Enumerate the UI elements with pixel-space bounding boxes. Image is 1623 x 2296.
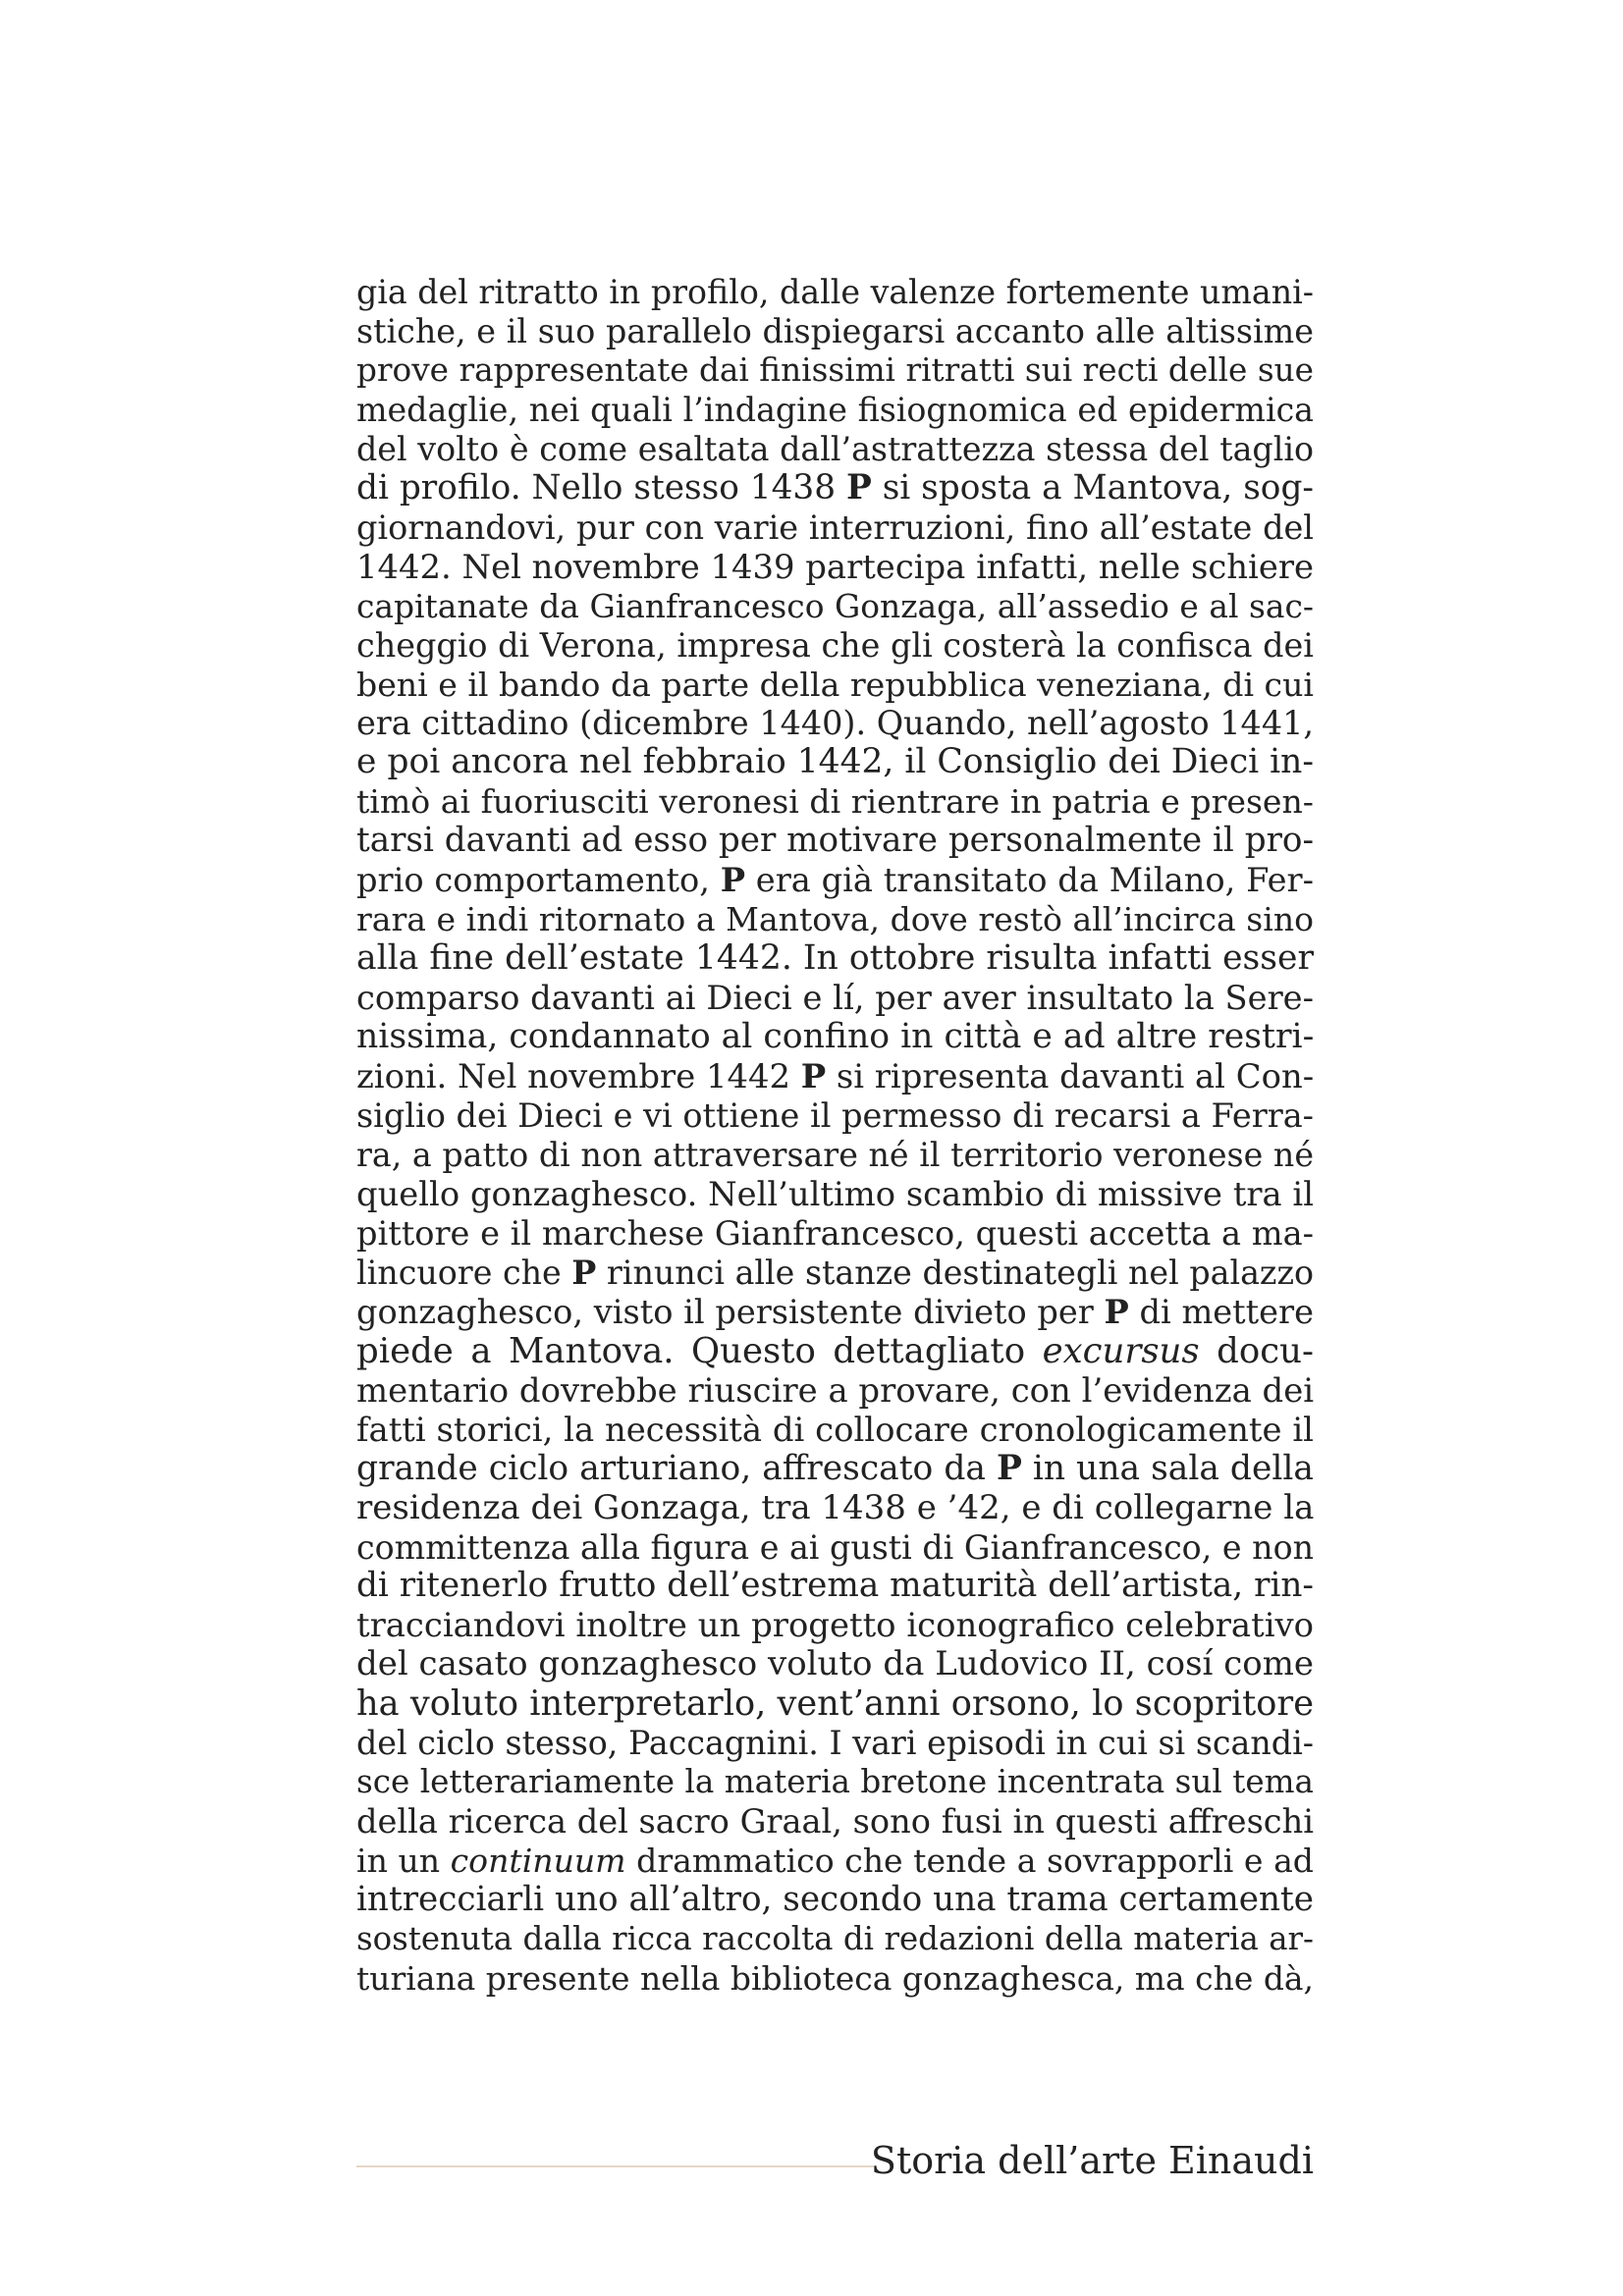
artist-sigla: P [996,1448,1022,1488]
artist-sigla: P [720,860,746,900]
text-segment: intrecciarli uno all’altro, secondo una trama certamente [356,1880,1315,1920]
text-line [356,1920,1314,1959]
text-segment: in una sala della [1021,1448,1314,1488]
text-line [356,1254,1314,1293]
text-segment: e poi ancora nel febbraio 1442, il Consiglio dei Dieci in- [356,742,1314,782]
text-line [356,1802,1314,1842]
text-line [356,1528,1314,1568]
text-segment: nissima, condannato al confino in città e ad altre restri- [356,1017,1315,1057]
text-segment: cheggio di Verona, impresa che gli costerà la confisca dei [356,625,1314,665]
text-line [356,587,1314,626]
text-segment: 1442. Nel novembre 1439 partecipa infatti, nelle schiere [356,547,1314,586]
text-line [356,391,1314,430]
text-line [356,1136,1314,1175]
text-segment: drammatico che tende a sovrapporli e ad [625,1842,1314,1881]
italic-term: continuum [450,1842,626,1881]
text-segment: fatti storici, la necessità di collocare cronologicamente il [356,1410,1314,1449]
text-line [356,1371,1314,1411]
text-segment: del casato gonzaghesco voluto da Ludovico II, cosí come [356,1644,1314,1684]
artist-sigla: P [845,467,872,507]
text-segment: tracciandovi inoltre un progetto iconografico celebrativo [356,1606,1314,1645]
text-segment: era cittadino (dicembre 1440). Quando, nell’agosto 1441, [356,704,1314,743]
text-segment: mentario dovrebbe riuscire a provare, con l’evidenza dei [356,1370,1315,1410]
text-segment: pittore e il marchese Gianfrancesco, questi accetta a ma- [356,1213,1314,1253]
text-line [356,1959,1314,1999]
text-segment: committenza alla figura e ai gusti di Gianfrancesco, e non [356,1527,1314,1567]
text-line [356,1332,1314,1371]
text-segment: prove rappresentate dai finissimi ritratti sui recti delle sue [356,350,1314,389]
artist-sigla: P [800,1056,827,1096]
text-line [356,1645,1314,1684]
text-line [356,1684,1314,1724]
text-line [356,1567,1314,1606]
text-line [356,861,1314,900]
text-segment: beni e il bando da parte della repubblica veneziana, di cui [356,665,1315,704]
text-segment: sostenuta dalla ricca raccolta di redazioni della materia ar- [356,1920,1314,1958]
text-segment: zioni. Nel novembre 1442 [356,1057,801,1096]
text-line [356,508,1314,548]
text-line [356,782,1314,822]
text-line [356,1881,1314,1920]
text-segment: siglio dei Dieci e vi ottiene il permesso di recarsi a Ferra- [356,1096,1314,1136]
text-segment: sce letterariamente la materia bretone incentrata sul tema [356,1763,1314,1801]
text-segment: comparso davanti ai Dieci e lí, per aver insultato la Sere- [356,979,1314,1018]
text-line [356,351,1314,391]
text-segment: della ricerca del sacro Graal, sono fusi in questi affreschi [356,1802,1314,1842]
footer-rule [356,2165,874,2167]
text-line [356,548,1314,587]
text-segment: piede a Mantova. Questo dettagliato [356,1330,1043,1371]
text-segment: tarsi davanti ad esso per motivare personalmente il pro- [356,821,1315,861]
text-line [356,312,1314,351]
text-segment: ha voluto interpretarlo, vent’anni orsono, lo scopritore [356,1683,1314,1725]
text-line [356,1096,1314,1136]
text-line [356,1018,1314,1057]
text-line [356,666,1314,705]
artist-sigla: P [571,1253,597,1292]
text-segment: del ciclo stesso, Paccagnini. I vari episodi in cui si scandi- [356,1724,1314,1763]
text-segment: si sposta a Mantova, sog- [871,467,1314,507]
text-segment: giornandovi, pur con varie interruzioni, fino all’estate del [356,507,1314,547]
text-line [356,1724,1314,1763]
text-segment: di mettere [1128,1292,1314,1331]
text-line [356,1606,1314,1645]
text-line [356,822,1314,861]
text-segment: si ripresenta davanti al Con- [826,1057,1315,1096]
text-segment: residenza dei Gonzaga, tra 1438 e ’42, e di collegarne la [356,1487,1315,1527]
artist-sigla: P [1104,1291,1129,1331]
text-segment: capitanate da Gianfrancesco Gonzaga, all’assedio e al sac- [356,586,1314,625]
text-segment: alla fine dell’estate 1442. In ottobre risulta infatti esser [356,938,1314,979]
text-line [356,626,1314,666]
text-segment: di profilo. Nello stesso 1438 [356,467,846,507]
text-segment: grande ciclo arturiano, affrescato da [356,1448,997,1488]
text-line [356,900,1314,939]
footer-title: Storia dell’arte Einaudi [870,2139,1314,2182]
text-segment: rinunci alle stanze destinategli nel palazzo [596,1253,1314,1292]
text-line [356,743,1314,782]
text-segment: medaglie, nei quali l’indagine fisiognomica ed epidermica [356,390,1314,429]
text-segment: stiche, e il suo parallelo dispiegarsi accanto alle altissime [356,311,1314,350]
text-segment: gonzaghesco, visto il persistente divieto per [356,1292,1105,1331]
text-line [356,469,1314,508]
text-segment: prio comportamento, [356,861,721,900]
text-segment: lincuore che [356,1253,572,1292]
text-line [356,1411,1314,1450]
text-segment: turiana presente nella biblioteca gonzaghesca, ma che dà, [356,1958,1315,1998]
text-line [356,273,1314,312]
text-segment: quello gonzaghesco. Nell’ultimo scambio di missive tra il [356,1174,1314,1213]
text-line [356,1763,1314,1802]
text-segment: gia del ritratto in profilo, dalle valenze fortemente umani- [356,273,1314,311]
text-line [356,704,1314,743]
italic-term: excursus [1042,1330,1200,1371]
text-line [356,430,1314,469]
text-line [356,1293,1314,1332]
text-segment: docu- [1199,1330,1314,1371]
text-line [356,1450,1314,1489]
text-line [356,979,1314,1018]
text-line [356,1489,1314,1528]
text-line [356,1057,1314,1096]
body-text [356,273,1314,1999]
text-segment: era già transitato da Milano, Fer- [745,861,1314,900]
text-segment: ra, a patto di non attraversare né il territorio veronese né [356,1135,1314,1174]
text-segment: in un [356,1842,451,1881]
text-line [356,1842,1314,1881]
text-line [356,1175,1314,1214]
text-segment: timò ai fuoriusciti veronesi di rientrare in patria e presen- [356,782,1314,822]
text-segment: di ritenerlo frutto dell’estrema maturità dell’artista, rin- [356,1566,1314,1606]
text-segment: rara e indi ritornato a Mantova, dove restò all’incirca sino [356,900,1314,939]
text-line [356,939,1314,979]
text-segment: del volto è come esaltata dall’astrattezza stessa del taglio [356,429,1314,468]
text-line [356,1214,1314,1254]
